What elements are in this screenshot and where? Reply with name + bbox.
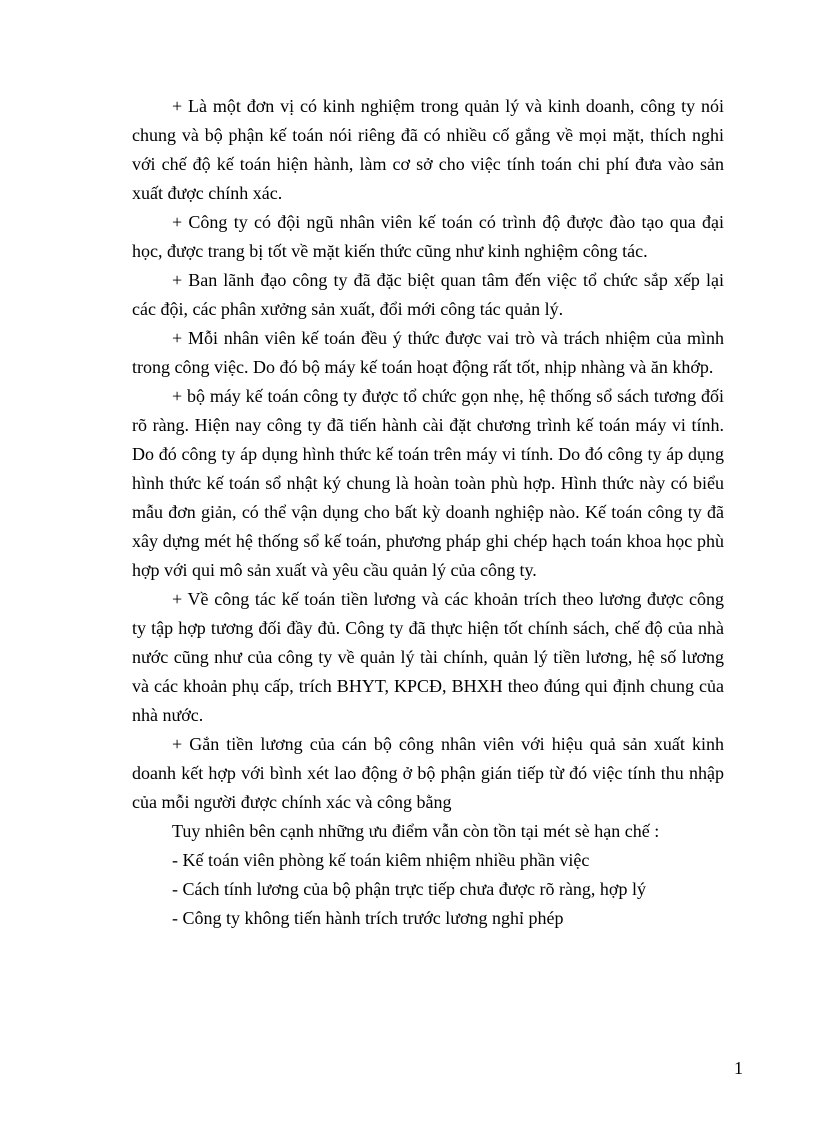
paragraph-limitations-intro: Tuy nhiên bên cạnh những ưu điểm vẫn còn tồn tại mét sè hạn chế : [172, 821, 660, 841]
paragraph-staff: + Công ty có đội ngũ nhân viên kế toán có trình độ được đào tạo qua đại học, được trang bị tốt về mặt kiến thức cũng như kinh nghiệm công tác. [132, 212, 724, 261]
paragraph-accounting-system: + bộ máy kế toán công ty được tổ chức gọn nhẹ, hệ thống sổ sách tương đối rõ ràng. Hiện nay công ty đã tiến hành cài đặt chương trình kế toán máy vi tính. Do đó công ty áp dụng hình thức kế toán trên máy vi tính. Do đó công ty áp dụng hình thức kế toán sổ nhật ký chung là hoàn toàn phù hợp. Hình thức này có biểu mẫu đơn giản, có thể vận dụng cho bất kỳ doanh nghiệp nào. Kế toán công ty đã xây dựng mét hệ thống sổ kế toán, phương pháp ghi chép hạch toán khoa học phù hợp với qui mô sản xuất và yêu cầu quản lý của công ty. [132, 386, 724, 580]
limitation-item: - Công ty không tiến hành trích trước lương nghỉ phép [172, 908, 564, 928]
document-body [132, 92, 724, 933]
limitation-item: - Cách tính lương của bộ phận trực tiếp chưa được rõ ràng, hợp lý [172, 879, 646, 899]
limitation-item: - Kế toán viên phòng kế toán kiêm nhiệm nhiều phần việc [172, 850, 590, 870]
paragraph-leadership: + Ban lãnh đạo công ty đã đặc biệt quan tâm đến việc tổ chức sắp xếp lại các đội, các phân xưởng sản xuất, đổi mới công tác quản lý. [132, 270, 724, 319]
paragraph-salary-efficiency: + Gắn tiền lương của cán bộ công nhân viên với hiệu quả sản xuất kinh doanh kết hợp với bình xét lao động ở bộ phận gián tiếp từ đó việc tính thu nhập của mỗi người được chính xác và công bằng [132, 734, 724, 812]
paragraph-salary-accounting: + Về công tác kế toán tiền lương và các khoản trích theo lương được công ty tập hợp tương đối đầy đủ. Công ty đã thực hiện tốt chính sách, chế độ của nhà nước cũng như của công ty về quản lý tài chính, quản lý tiền lương, hệ số lương và các khoản phụ cấp, trích BHYT, KPCĐ, BHXH theo đúng qui định chung của nhà nước. [132, 589, 724, 725]
page-number: 1 [734, 1058, 743, 1078]
paragraph-responsibility: + Mỗi nhân viên kế toán đều ý thức được vai trò và trách nhiệm của mình trong công việc. Do đó bộ máy kế toán hoạt động rất tốt, nhịp nhàng và ăn khớp. [132, 328, 724, 377]
paragraph-experience: + Là một đơn vị có kinh nghiệm trong quản lý và kinh doanh, công ty nói chung và bộ phận kế toán nói riêng đã có nhiều cố gắng về mọi mặt, thích nghi với chế độ kế toán hiện hành, làm cơ sở cho việc tính toán chi phí đưa vào sản xuất được chính xác. [132, 96, 724, 203]
